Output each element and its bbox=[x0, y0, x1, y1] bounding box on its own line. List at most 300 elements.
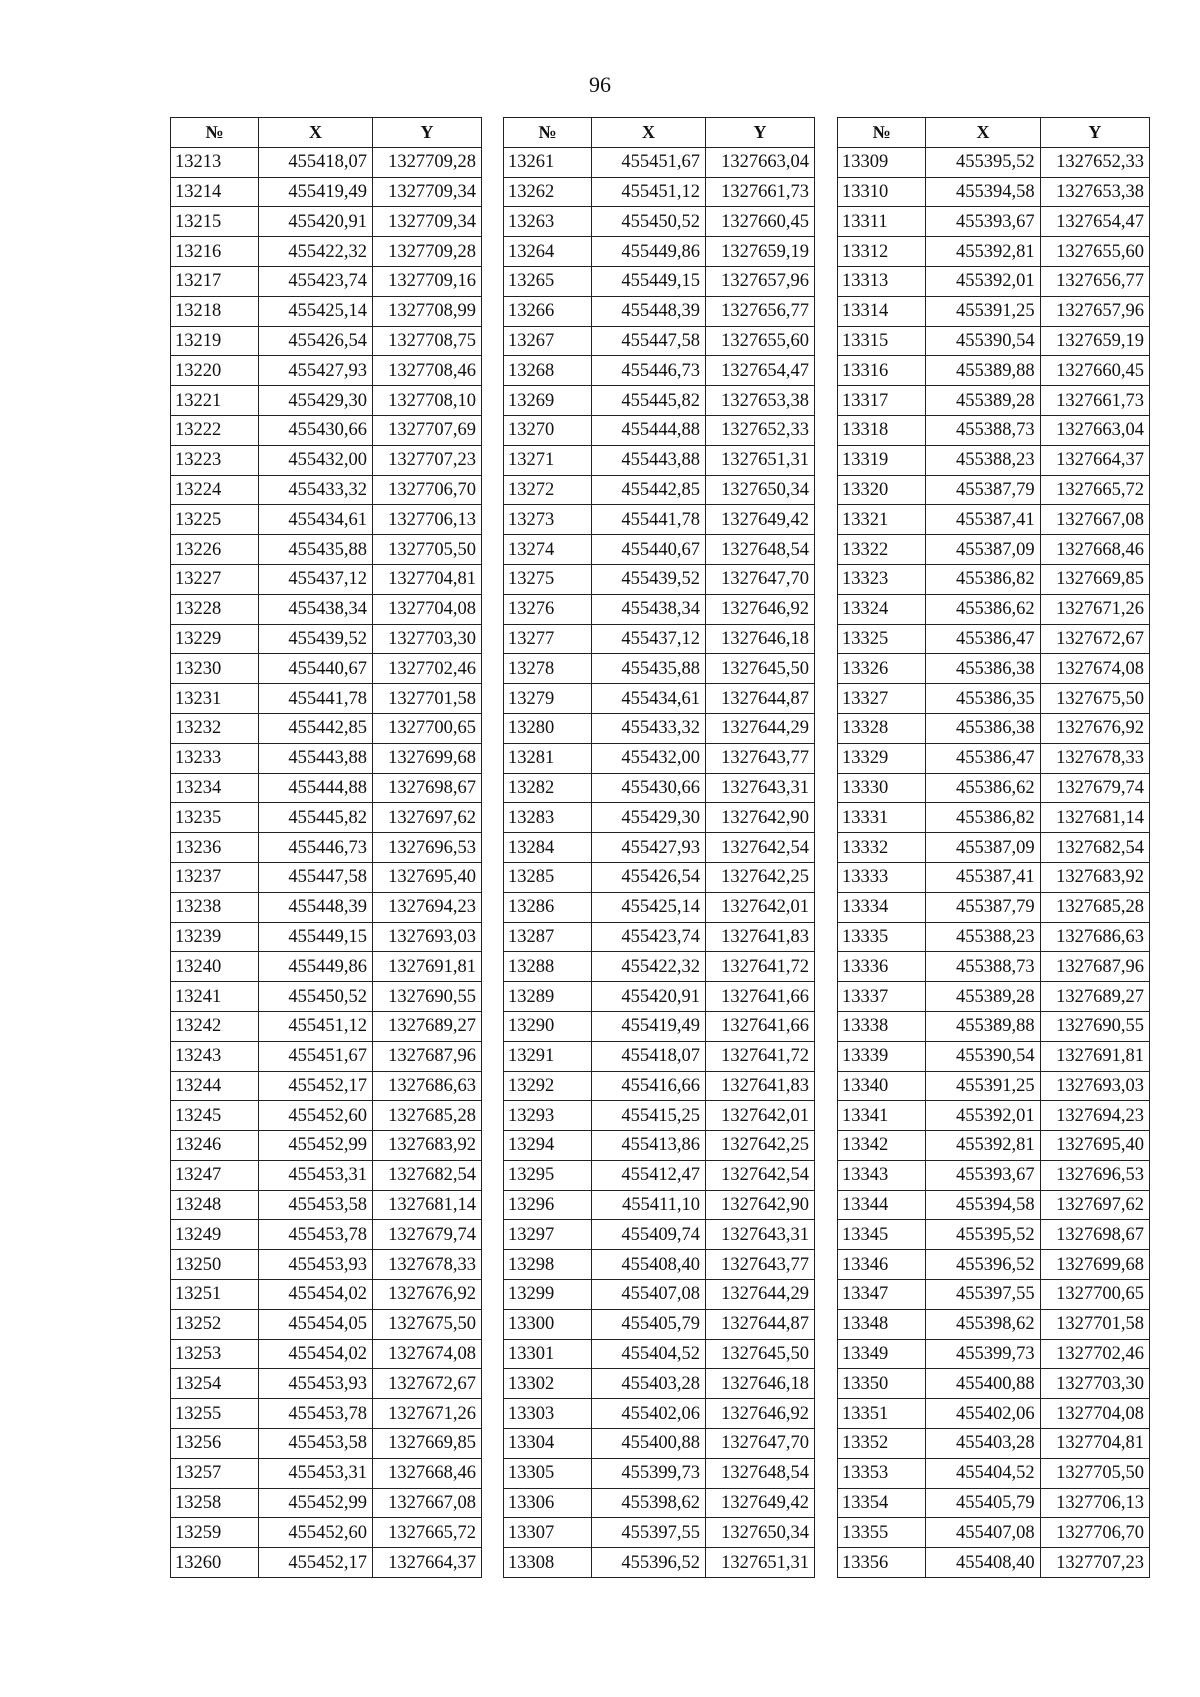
x-coordinate-cell: 455399,73 bbox=[592, 1458, 706, 1488]
point-number-cell: 13323 bbox=[838, 564, 926, 594]
y-coordinate-cell: 1327653,38 bbox=[1040, 177, 1149, 207]
point-number-cell: 13345 bbox=[838, 1220, 926, 1250]
point-number-cell: 13354 bbox=[838, 1488, 926, 1518]
table-row bbox=[504, 1190, 815, 1220]
x-coordinate-cell: 455389,88 bbox=[926, 1011, 1040, 1041]
x-coordinate-cell: 455409,74 bbox=[592, 1220, 706, 1250]
table-row bbox=[171, 743, 482, 773]
point-number-cell: 13341 bbox=[838, 1101, 926, 1131]
x-coordinate-cell: 455452,60 bbox=[259, 1518, 373, 1548]
x-coordinate-cell: 455440,67 bbox=[259, 654, 373, 684]
x-coordinate-cell: 455393,67 bbox=[926, 1160, 1040, 1190]
header-y: Y bbox=[706, 118, 815, 148]
header-no: № bbox=[838, 118, 926, 148]
y-coordinate-cell: 1327644,87 bbox=[706, 1309, 815, 1339]
y-coordinate-cell: 1327661,73 bbox=[1040, 386, 1149, 416]
y-coordinate-cell: 1327655,60 bbox=[1040, 237, 1149, 267]
y-coordinate-cell: 1327709,16 bbox=[373, 266, 482, 296]
point-number-cell: 13342 bbox=[838, 1131, 926, 1161]
x-coordinate-cell: 455403,28 bbox=[926, 1429, 1040, 1459]
table-row bbox=[171, 654, 482, 684]
table-row bbox=[838, 1369, 1150, 1399]
x-coordinate-cell: 455397,55 bbox=[926, 1280, 1040, 1310]
point-number-cell: 13282 bbox=[504, 773, 592, 803]
x-coordinate-cell: 455443,88 bbox=[592, 445, 706, 475]
y-coordinate-cell: 1327704,08 bbox=[1040, 1399, 1149, 1429]
table-row bbox=[504, 237, 815, 267]
point-number-cell: 13301 bbox=[504, 1339, 592, 1369]
point-number-cell: 13255 bbox=[171, 1399, 259, 1429]
table-row bbox=[838, 773, 1150, 803]
x-coordinate-cell: 455423,74 bbox=[592, 922, 706, 952]
y-coordinate-cell: 1327708,75 bbox=[373, 326, 482, 356]
x-coordinate-cell: 455444,88 bbox=[592, 415, 706, 445]
table-body bbox=[171, 147, 482, 1577]
y-coordinate-cell: 1327642,01 bbox=[706, 892, 815, 922]
y-coordinate-cell: 1327700,65 bbox=[1040, 1280, 1149, 1310]
point-number-cell: 13260 bbox=[171, 1548, 259, 1578]
x-coordinate-cell: 455441,78 bbox=[259, 684, 373, 714]
point-number-cell: 13349 bbox=[838, 1339, 926, 1369]
x-coordinate-cell: 455439,52 bbox=[259, 624, 373, 654]
y-coordinate-cell: 1327642,25 bbox=[706, 862, 815, 892]
x-coordinate-cell: 455454,02 bbox=[259, 1280, 373, 1310]
y-coordinate-cell: 1327641,72 bbox=[706, 1041, 815, 1071]
x-coordinate-cell: 455388,23 bbox=[926, 922, 1040, 952]
y-coordinate-cell: 1327709,28 bbox=[373, 237, 482, 267]
table-row bbox=[171, 415, 482, 445]
point-number-cell: 13273 bbox=[504, 505, 592, 535]
table-row bbox=[838, 952, 1150, 982]
y-coordinate-cell: 1327643,31 bbox=[706, 773, 815, 803]
y-coordinate-cell: 1327696,53 bbox=[1040, 1160, 1149, 1190]
y-coordinate-cell: 1327689,27 bbox=[1040, 982, 1149, 1012]
point-number-cell: 13297 bbox=[504, 1220, 592, 1250]
point-number-cell: 13272 bbox=[504, 475, 592, 505]
y-coordinate-cell: 1327646,18 bbox=[706, 624, 815, 654]
x-coordinate-cell: 455386,38 bbox=[926, 654, 1040, 684]
point-number-cell: 13228 bbox=[171, 594, 259, 624]
x-coordinate-cell: 455412,47 bbox=[592, 1160, 706, 1190]
point-number-cell: 13329 bbox=[838, 743, 926, 773]
point-number-cell: 13318 bbox=[838, 415, 926, 445]
point-number-cell: 13298 bbox=[504, 1250, 592, 1280]
table-row bbox=[504, 1309, 815, 1339]
table-row bbox=[838, 1041, 1150, 1071]
table-row bbox=[171, 535, 482, 565]
table-row bbox=[171, 356, 482, 386]
y-coordinate-cell: 1327685,28 bbox=[1040, 892, 1149, 922]
x-coordinate-cell: 455453,58 bbox=[259, 1429, 373, 1459]
x-coordinate-cell: 455453,31 bbox=[259, 1160, 373, 1190]
point-number-cell: 13312 bbox=[838, 237, 926, 267]
y-coordinate-cell: 1327689,27 bbox=[373, 1011, 482, 1041]
header-x: X bbox=[926, 118, 1040, 148]
point-number-cell: 13285 bbox=[504, 862, 592, 892]
y-coordinate-cell: 1327642,01 bbox=[706, 1101, 815, 1131]
x-coordinate-cell: 455442,85 bbox=[259, 713, 373, 743]
y-coordinate-cell: 1327644,29 bbox=[706, 713, 815, 743]
y-coordinate-cell: 1327669,85 bbox=[373, 1429, 482, 1459]
y-coordinate-cell: 1327641,83 bbox=[706, 922, 815, 952]
point-number-cell: 13224 bbox=[171, 475, 259, 505]
table-row bbox=[838, 982, 1150, 1012]
point-number-cell: 13250 bbox=[171, 1250, 259, 1280]
header-x: X bbox=[259, 118, 373, 148]
x-coordinate-cell: 455390,54 bbox=[926, 326, 1040, 356]
x-coordinate-cell: 455449,86 bbox=[592, 237, 706, 267]
x-coordinate-cell: 455433,32 bbox=[259, 475, 373, 505]
y-coordinate-cell: 1327660,45 bbox=[1040, 356, 1149, 386]
point-number-cell: 13254 bbox=[171, 1369, 259, 1399]
point-number-cell: 13321 bbox=[838, 505, 926, 535]
table-row bbox=[504, 564, 815, 594]
table-row bbox=[504, 1101, 815, 1131]
point-number-cell: 13289 bbox=[504, 982, 592, 1012]
y-coordinate-cell: 1327702,46 bbox=[1040, 1339, 1149, 1369]
point-number-cell: 13279 bbox=[504, 684, 592, 714]
table-row bbox=[838, 743, 1150, 773]
x-coordinate-cell: 455427,93 bbox=[259, 356, 373, 386]
point-number-cell: 13237 bbox=[171, 862, 259, 892]
table-row bbox=[504, 266, 815, 296]
x-coordinate-cell: 455418,07 bbox=[592, 1041, 706, 1071]
table-row bbox=[504, 177, 815, 207]
table-row bbox=[504, 326, 815, 356]
point-number-cell: 13309 bbox=[838, 147, 926, 177]
y-coordinate-cell: 1327674,08 bbox=[373, 1339, 482, 1369]
y-coordinate-cell: 1327667,08 bbox=[1040, 505, 1149, 535]
y-coordinate-cell: 1327647,70 bbox=[706, 1429, 815, 1459]
x-coordinate-cell: 455454,02 bbox=[259, 1339, 373, 1369]
x-coordinate-cell: 455408,40 bbox=[926, 1548, 1040, 1578]
point-number-cell: 13294 bbox=[504, 1131, 592, 1161]
point-number-cell: 13217 bbox=[171, 266, 259, 296]
y-coordinate-cell: 1327709,34 bbox=[373, 177, 482, 207]
table-row bbox=[504, 952, 815, 982]
table-row bbox=[171, 1280, 482, 1310]
point-number-cell: 13253 bbox=[171, 1339, 259, 1369]
x-coordinate-cell: 455387,79 bbox=[926, 892, 1040, 922]
point-number-cell: 13293 bbox=[504, 1101, 592, 1131]
y-coordinate-cell: 1327701,58 bbox=[1040, 1309, 1149, 1339]
table-row bbox=[838, 207, 1150, 237]
point-number-cell: 13232 bbox=[171, 713, 259, 743]
x-coordinate-cell: 455420,91 bbox=[592, 982, 706, 1012]
point-number-cell: 13334 bbox=[838, 892, 926, 922]
x-coordinate-cell: 455389,88 bbox=[926, 356, 1040, 386]
x-coordinate-cell: 455398,62 bbox=[926, 1309, 1040, 1339]
table-row bbox=[171, 892, 482, 922]
point-number-cell: 13226 bbox=[171, 535, 259, 565]
table-row bbox=[838, 1071, 1150, 1101]
y-coordinate-cell: 1327672,67 bbox=[1040, 624, 1149, 654]
y-coordinate-cell: 1327674,08 bbox=[1040, 654, 1149, 684]
y-coordinate-cell: 1327659,19 bbox=[1040, 326, 1149, 356]
x-coordinate-cell: 455397,55 bbox=[592, 1518, 706, 1548]
point-number-cell: 13313 bbox=[838, 266, 926, 296]
y-coordinate-cell: 1327644,29 bbox=[706, 1280, 815, 1310]
point-number-cell: 13218 bbox=[171, 296, 259, 326]
point-number-cell: 13257 bbox=[171, 1458, 259, 1488]
y-coordinate-cell: 1327685,28 bbox=[373, 1101, 482, 1131]
table-row bbox=[838, 862, 1150, 892]
x-coordinate-cell: 455435,88 bbox=[259, 535, 373, 565]
table-row bbox=[838, 1399, 1150, 1429]
table-row bbox=[504, 445, 815, 475]
x-coordinate-cell: 455402,06 bbox=[592, 1399, 706, 1429]
table-row bbox=[171, 1250, 482, 1280]
y-coordinate-cell: 1327683,92 bbox=[1040, 862, 1149, 892]
x-coordinate-cell: 455388,73 bbox=[926, 952, 1040, 982]
table-row bbox=[171, 207, 482, 237]
table-row bbox=[838, 535, 1150, 565]
table-row bbox=[504, 1458, 815, 1488]
x-coordinate-cell: 455453,78 bbox=[259, 1220, 373, 1250]
coordinates-table-3 bbox=[837, 117, 1150, 1578]
x-coordinate-cell: 455453,93 bbox=[259, 1369, 373, 1399]
y-coordinate-cell: 1327676,92 bbox=[1040, 713, 1149, 743]
point-number-cell: 13219 bbox=[171, 326, 259, 356]
y-coordinate-cell: 1327706,70 bbox=[373, 475, 482, 505]
point-number-cell: 13350 bbox=[838, 1369, 926, 1399]
header-y: Y bbox=[373, 118, 482, 148]
point-number-cell: 13236 bbox=[171, 833, 259, 863]
y-coordinate-cell: 1327650,34 bbox=[706, 1518, 815, 1548]
table-row bbox=[838, 833, 1150, 863]
x-coordinate-cell: 455386,35 bbox=[926, 684, 1040, 714]
point-number-cell: 13296 bbox=[504, 1190, 592, 1220]
y-coordinate-cell: 1327657,96 bbox=[706, 266, 815, 296]
x-coordinate-cell: 455435,88 bbox=[592, 654, 706, 684]
y-coordinate-cell: 1327681,14 bbox=[1040, 803, 1149, 833]
x-coordinate-cell: 455423,74 bbox=[259, 266, 373, 296]
table-row bbox=[504, 654, 815, 684]
x-coordinate-cell: 455452,99 bbox=[259, 1131, 373, 1161]
table-row bbox=[171, 237, 482, 267]
table-row bbox=[504, 862, 815, 892]
x-coordinate-cell: 455434,61 bbox=[592, 684, 706, 714]
table-row bbox=[838, 356, 1150, 386]
point-number-cell: 13336 bbox=[838, 952, 926, 982]
table-row bbox=[838, 266, 1150, 296]
y-coordinate-cell: 1327643,31 bbox=[706, 1220, 815, 1250]
x-coordinate-cell: 455419,49 bbox=[592, 1011, 706, 1041]
table-row bbox=[504, 207, 815, 237]
table-row bbox=[838, 654, 1150, 684]
table-row bbox=[171, 684, 482, 714]
y-coordinate-cell: 1327654,47 bbox=[706, 356, 815, 386]
point-number-cell: 13292 bbox=[504, 1071, 592, 1101]
y-coordinate-cell: 1327668,46 bbox=[1040, 535, 1149, 565]
y-coordinate-cell: 1327706,13 bbox=[373, 505, 482, 535]
point-number-cell: 13245 bbox=[171, 1101, 259, 1131]
point-number-cell: 13230 bbox=[171, 654, 259, 684]
y-coordinate-cell: 1327708,10 bbox=[373, 386, 482, 416]
table-row bbox=[838, 922, 1150, 952]
table-row bbox=[171, 773, 482, 803]
x-coordinate-cell: 455439,52 bbox=[592, 564, 706, 594]
point-number-cell: 13249 bbox=[171, 1220, 259, 1250]
y-coordinate-cell: 1327704,81 bbox=[1040, 1429, 1149, 1459]
table-row bbox=[171, 1160, 482, 1190]
table-row bbox=[504, 475, 815, 505]
table-row bbox=[838, 475, 1150, 505]
y-coordinate-cell: 1327704,81 bbox=[373, 564, 482, 594]
table-row bbox=[504, 1220, 815, 1250]
y-coordinate-cell: 1327659,19 bbox=[706, 237, 815, 267]
table-row bbox=[171, 713, 482, 743]
x-coordinate-cell: 455443,88 bbox=[259, 743, 373, 773]
table-row bbox=[838, 594, 1150, 624]
y-coordinate-cell: 1327668,46 bbox=[373, 1458, 482, 1488]
y-coordinate-cell: 1327683,92 bbox=[373, 1131, 482, 1161]
y-coordinate-cell: 1327643,77 bbox=[706, 743, 815, 773]
point-number-cell: 13300 bbox=[504, 1309, 592, 1339]
table-row bbox=[171, 1458, 482, 1488]
point-number-cell: 13351 bbox=[838, 1399, 926, 1429]
x-coordinate-cell: 455407,08 bbox=[926, 1518, 1040, 1548]
x-coordinate-cell: 455419,49 bbox=[259, 177, 373, 207]
coordinates-table-1 bbox=[170, 117, 482, 1578]
x-coordinate-cell: 455386,47 bbox=[926, 743, 1040, 773]
table-row bbox=[838, 684, 1150, 714]
x-coordinate-cell: 455445,82 bbox=[259, 803, 373, 833]
x-coordinate-cell: 455432,00 bbox=[259, 445, 373, 475]
point-number-cell: 13262 bbox=[504, 177, 592, 207]
table-body bbox=[504, 147, 815, 1577]
y-coordinate-cell: 1327678,33 bbox=[373, 1250, 482, 1280]
table-row bbox=[838, 1190, 1150, 1220]
point-number-cell: 13343 bbox=[838, 1160, 926, 1190]
table-row bbox=[171, 1190, 482, 1220]
table-row bbox=[171, 326, 482, 356]
y-coordinate-cell: 1327641,66 bbox=[706, 982, 815, 1012]
x-coordinate-cell: 455411,10 bbox=[592, 1190, 706, 1220]
x-coordinate-cell: 455387,09 bbox=[926, 535, 1040, 565]
x-coordinate-cell: 455425,14 bbox=[592, 892, 706, 922]
x-coordinate-cell: 455453,58 bbox=[259, 1190, 373, 1220]
point-number-cell: 13338 bbox=[838, 1011, 926, 1041]
y-coordinate-cell: 1327646,18 bbox=[706, 1369, 815, 1399]
x-coordinate-cell: 455415,25 bbox=[592, 1101, 706, 1131]
y-coordinate-cell: 1327694,23 bbox=[1040, 1101, 1149, 1131]
y-coordinate-cell: 1327707,23 bbox=[373, 445, 482, 475]
point-number-cell: 13327 bbox=[838, 684, 926, 714]
table-row bbox=[171, 1488, 482, 1518]
y-coordinate-cell: 1327682,54 bbox=[1040, 833, 1149, 863]
table-row bbox=[171, 475, 482, 505]
x-coordinate-cell: 455429,30 bbox=[259, 386, 373, 416]
y-coordinate-cell: 1327649,42 bbox=[706, 1488, 815, 1518]
x-coordinate-cell: 455408,40 bbox=[592, 1250, 706, 1280]
y-coordinate-cell: 1327701,58 bbox=[373, 684, 482, 714]
y-coordinate-cell: 1327663,04 bbox=[1040, 415, 1149, 445]
x-coordinate-cell: 455425,14 bbox=[259, 296, 373, 326]
x-coordinate-cell: 455413,86 bbox=[592, 1131, 706, 1161]
point-number-cell: 13280 bbox=[504, 713, 592, 743]
x-coordinate-cell: 455438,34 bbox=[259, 594, 373, 624]
x-coordinate-cell: 455407,08 bbox=[592, 1280, 706, 1310]
point-number-cell: 13252 bbox=[171, 1309, 259, 1339]
y-coordinate-cell: 1327642,90 bbox=[706, 1190, 815, 1220]
x-coordinate-cell: 455387,41 bbox=[926, 505, 1040, 535]
table-row bbox=[171, 952, 482, 982]
x-coordinate-cell: 455451,67 bbox=[592, 147, 706, 177]
x-coordinate-cell: 455427,93 bbox=[592, 833, 706, 863]
x-coordinate-cell: 455386,47 bbox=[926, 624, 1040, 654]
point-number-cell: 13290 bbox=[504, 1011, 592, 1041]
x-coordinate-cell: 455452,17 bbox=[259, 1548, 373, 1578]
x-coordinate-cell: 455388,23 bbox=[926, 445, 1040, 475]
point-number-cell: 13216 bbox=[171, 237, 259, 267]
table-body bbox=[838, 147, 1150, 1577]
x-coordinate-cell: 455390,54 bbox=[926, 1041, 1040, 1071]
table-row bbox=[838, 713, 1150, 743]
point-number-cell: 13258 bbox=[171, 1488, 259, 1518]
point-number-cell: 13331 bbox=[838, 803, 926, 833]
table-row bbox=[171, 922, 482, 952]
table-row bbox=[504, 415, 815, 445]
point-number-cell: 13355 bbox=[838, 1518, 926, 1548]
y-coordinate-cell: 1327679,74 bbox=[1040, 773, 1149, 803]
y-coordinate-cell: 1327667,08 bbox=[373, 1488, 482, 1518]
y-coordinate-cell: 1327705,50 bbox=[1040, 1458, 1149, 1488]
table-row bbox=[171, 833, 482, 863]
y-coordinate-cell: 1327669,85 bbox=[1040, 564, 1149, 594]
y-coordinate-cell: 1327661,73 bbox=[706, 177, 815, 207]
table-row bbox=[504, 684, 815, 714]
table-row bbox=[838, 1101, 1150, 1131]
table-row bbox=[171, 1220, 482, 1250]
y-coordinate-cell: 1327663,04 bbox=[706, 147, 815, 177]
y-coordinate-cell: 1327655,60 bbox=[706, 326, 815, 356]
point-number-cell: 13305 bbox=[504, 1458, 592, 1488]
point-number-cell: 13317 bbox=[838, 386, 926, 416]
y-coordinate-cell: 1327702,46 bbox=[373, 654, 482, 684]
point-number-cell: 13277 bbox=[504, 624, 592, 654]
table-row bbox=[171, 1071, 482, 1101]
table-row bbox=[504, 1041, 815, 1071]
x-coordinate-cell: 455387,79 bbox=[926, 475, 1040, 505]
table-row bbox=[504, 505, 815, 535]
point-number-cell: 13264 bbox=[504, 237, 592, 267]
x-coordinate-cell: 455392,01 bbox=[926, 266, 1040, 296]
point-number-cell: 13339 bbox=[838, 1041, 926, 1071]
table-row bbox=[171, 147, 482, 177]
table-row bbox=[504, 1518, 815, 1548]
x-coordinate-cell: 455437,12 bbox=[592, 624, 706, 654]
table-row bbox=[504, 1339, 815, 1369]
point-number-cell: 13340 bbox=[838, 1071, 926, 1101]
point-number-cell: 13239 bbox=[171, 922, 259, 952]
y-coordinate-cell: 1327708,99 bbox=[373, 296, 482, 326]
table-row bbox=[838, 415, 1150, 445]
table-row bbox=[504, 1399, 815, 1429]
y-coordinate-cell: 1327664,37 bbox=[1040, 445, 1149, 475]
x-coordinate-cell: 455432,00 bbox=[592, 743, 706, 773]
point-number-cell: 13337 bbox=[838, 982, 926, 1012]
table-row bbox=[504, 356, 815, 386]
point-number-cell: 13225 bbox=[171, 505, 259, 535]
x-coordinate-cell: 455396,52 bbox=[592, 1548, 706, 1578]
point-number-cell: 13326 bbox=[838, 654, 926, 684]
x-coordinate-cell: 455429,30 bbox=[592, 803, 706, 833]
table-row bbox=[504, 1071, 815, 1101]
table-row bbox=[171, 1101, 482, 1131]
table-row bbox=[838, 1518, 1150, 1548]
y-coordinate-cell: 1327690,55 bbox=[1040, 1011, 1149, 1041]
